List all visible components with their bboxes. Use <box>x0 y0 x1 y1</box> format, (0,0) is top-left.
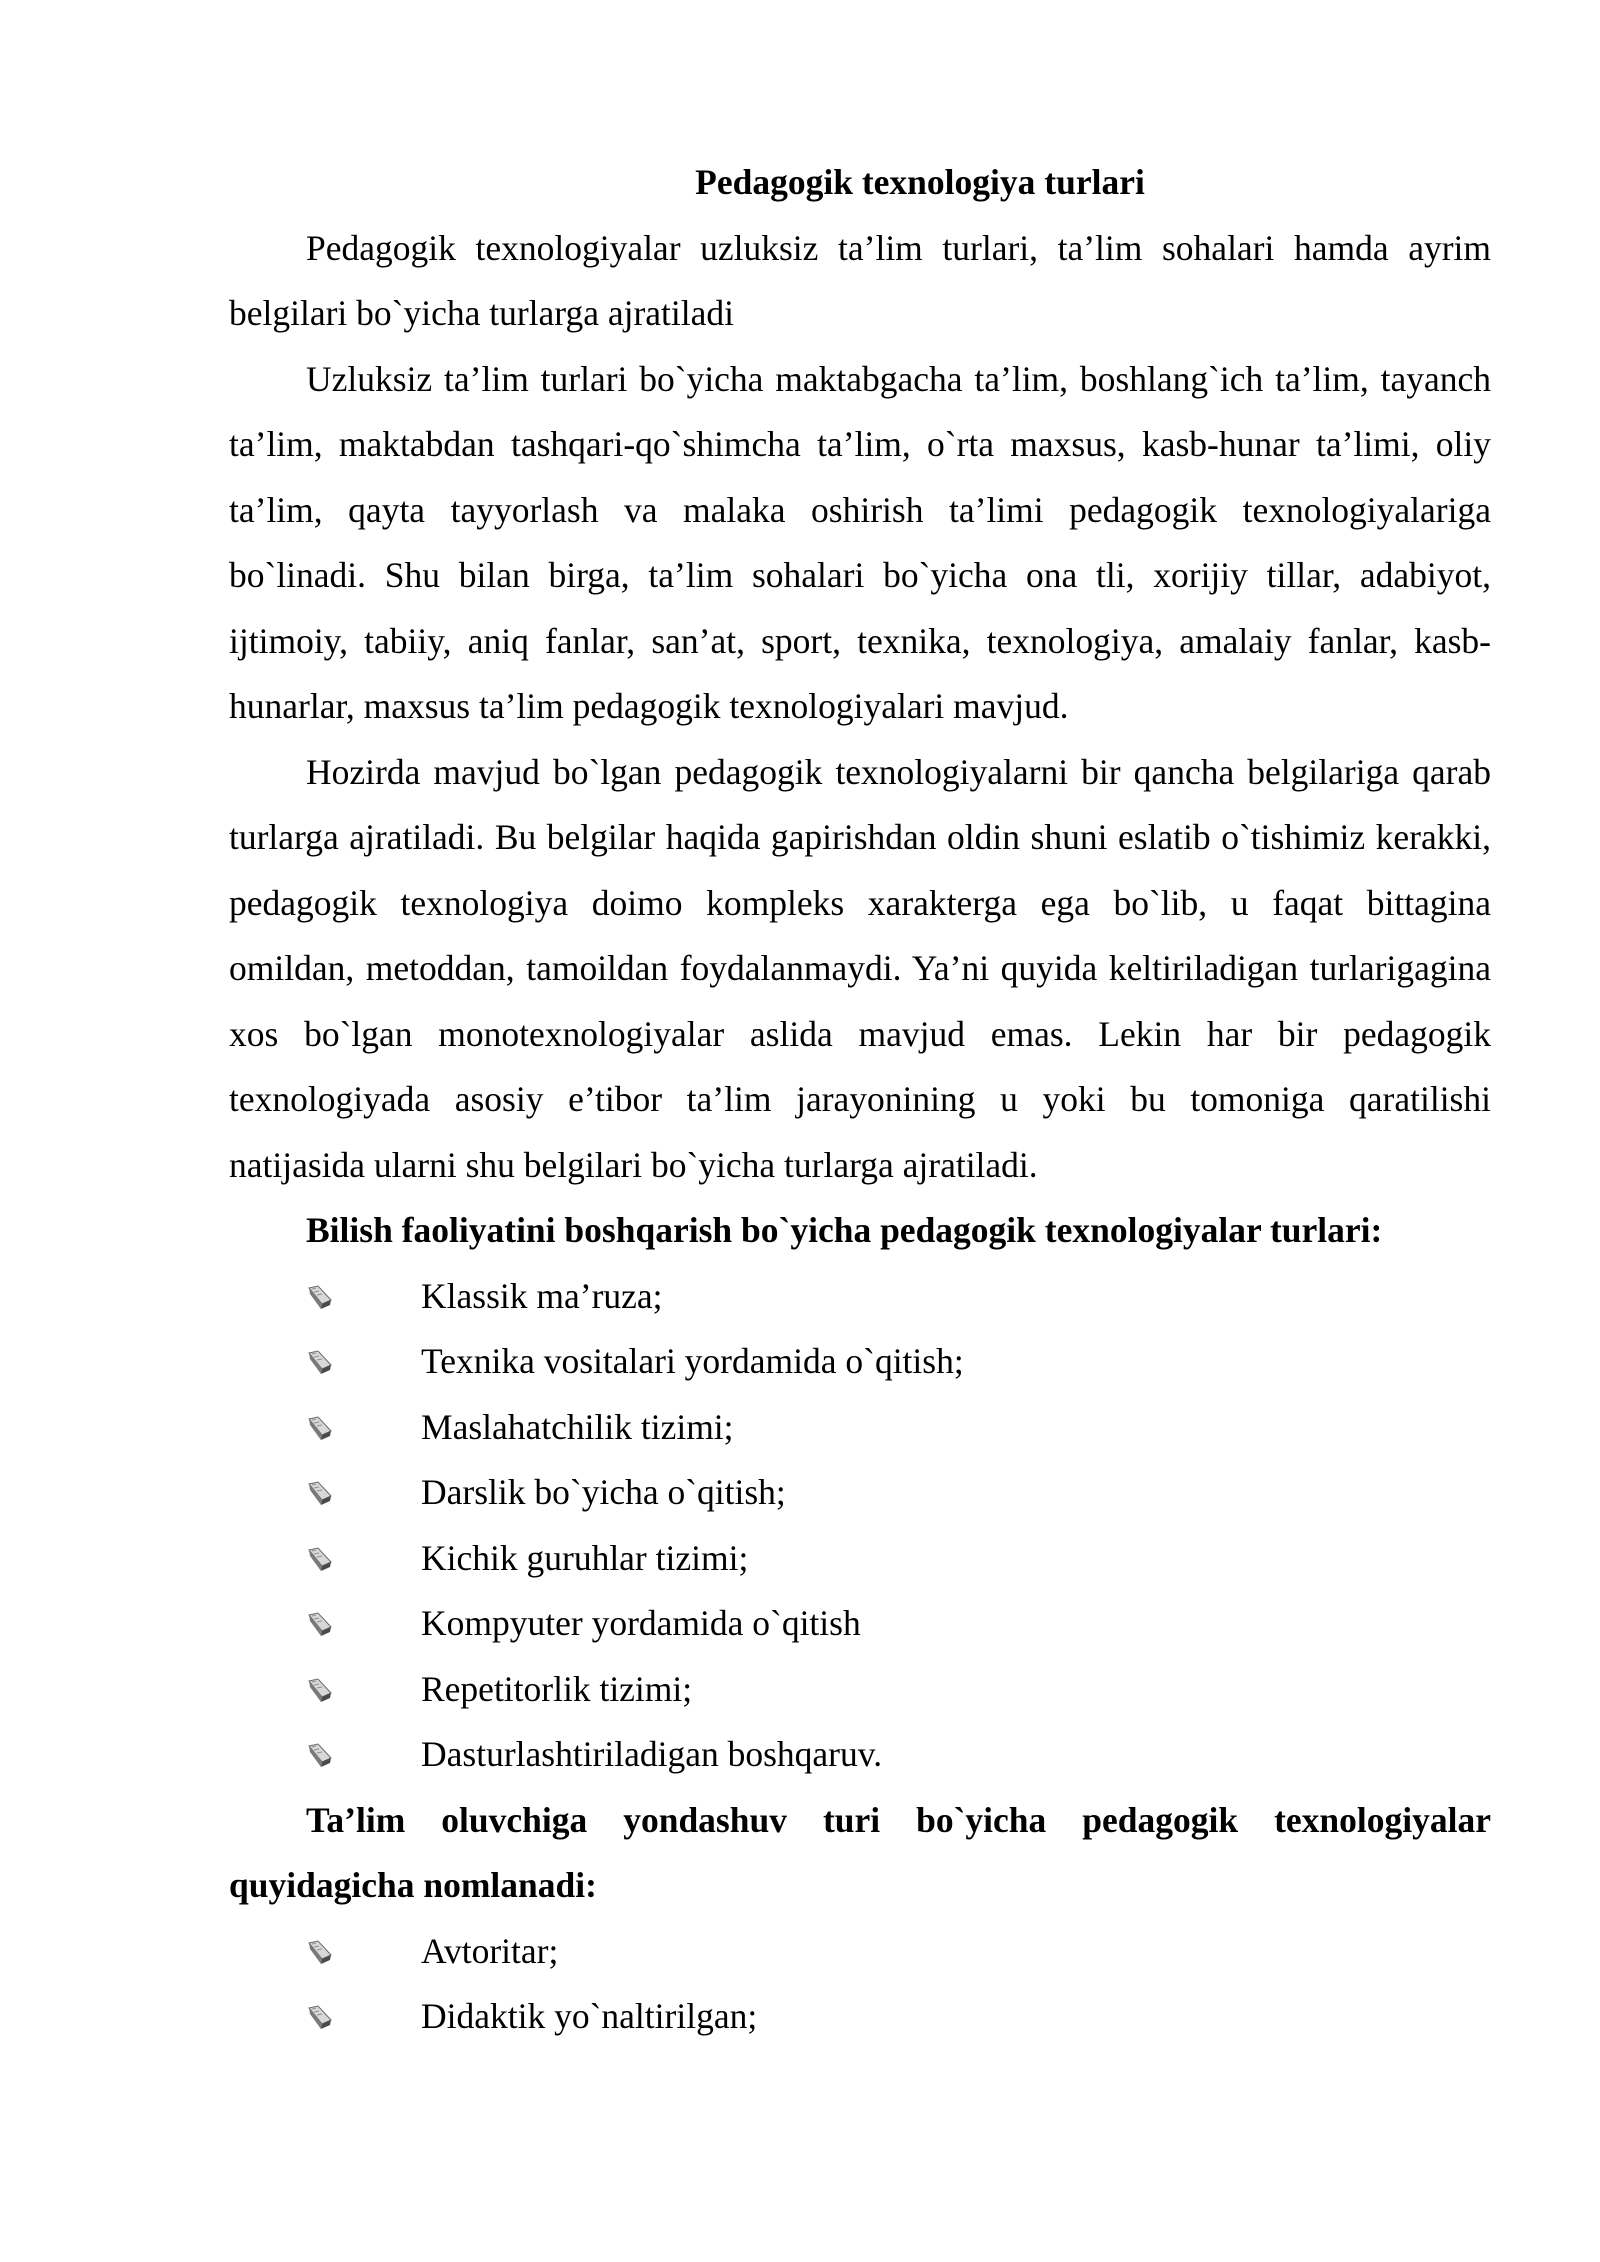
section2-list <box>229 1919 1491 2050</box>
notebook-bullet-icon <box>306 1612 334 1638</box>
list-item-label: Kichik guruhlar tizimi; <box>421 1537 749 1578</box>
document-page <box>229 150 1491 2050</box>
document-title: Pedagogik texnologiya turlari <box>695 162 1145 202</box>
list-item-label: Didaktik yo`naltirilgan; <box>421 1996 758 2036</box>
list-item-label: Texnika vositalari yordamida o`qitish; <box>421 1341 964 1381</box>
list-item-label: Maslahatchilik tizimi; <box>421 1406 734 1447</box>
notebook-bullet-icon <box>306 1350 334 1376</box>
notebook-bullet-icon <box>306 2005 334 2031</box>
section1-heading: Bilish faoliyatini boshqarish bo`yicha pedagogik texnologiyalar turlari: <box>306 1210 1383 1250</box>
paragraph-continuous-education: Uzluksiz ta’lim turlari bo`yicha maktabgacha ta’lim, boshlang`ich ta’lim, tayanch ta’lim, maktabdan tashqari-qo`shimcha ta’lim, o`rta maxsus, kasb-hunar ta’limi, oliy ta’lim, qayta tayyorlash va malaka oshirish ta’limi pedagogik texnologiyalariga bo`linadi. Shu bilan birga, ta’lim sohalari bo`yicha ona tli, xorijiy tillar, adabiyot, ijtimoiy, tabiiy, aniq fanlar, san’at, sport, texnika, texnologiya, amalaiy fanlar, kasb-hunarlar, maxsus ta’lim pedagogik texnologiyalari mavjud. <box>229 358 1491 726</box>
list-item-label: Darslik bo`yicha o`qitish; <box>421 1472 786 1512</box>
notebook-bullet-icon <box>306 1416 334 1442</box>
list-item <box>229 1526 1491 1592</box>
list-item <box>229 1460 1491 1526</box>
list-item <box>229 1919 1491 1985</box>
list-item <box>229 1264 1491 1330</box>
paragraph-features: Hozirda mavjud bo`lgan pedagogik texnologiyalarni bir qancha belgilariga qarab turlarga ajratiladi. Bu belgilar haqida gapirishdan oldin shuni eslatib o`tishimiz kerakki, pedagogik texnologiya doimo kompleks xarakterga ega bo`lib, u faqat bittagina omildan, metoddan, tamoildan foydalanmaydi. Ya’ni quyida keltiriladigan turlarigagina xos bo`lgan monotexnologiyalar aslida mavjud emas. Lekin har bir pedagogik texnologiyada asosiy e’tibor ta’lim jarayonining u yoki bu tomoniga qaratilishi natijasida ularni shu belgilari bo`yicha turlarga ajratiladi. <box>229 751 1491 1185</box>
list-item <box>229 1657 1491 1723</box>
notebook-bullet-icon <box>306 1547 334 1573</box>
list-item-label: Kompyuter yordamida o`qitish <box>421 1603 861 1643</box>
notebook-bullet-icon <box>306 1940 334 1966</box>
paragraph-intro: Pedagogik texnologiyalar uzluksiz ta’lim turlari, ta’lim sohalari hamda ayrim belgilari bo`yicha turlarga ajratiladi <box>229 227 1491 333</box>
notebook-bullet-icon <box>306 1743 334 1769</box>
list-item-label: Klassik ma’ruza; <box>421 1275 663 1316</box>
list-item <box>229 1329 1491 1395</box>
list-item <box>229 1395 1491 1461</box>
list-item-label: Dasturlashtiriladigan boshqaruv. <box>421 1734 883 1774</box>
notebook-bullet-icon <box>306 1285 334 1311</box>
list-item-label: Repetitorlik tizimi; <box>421 1668 693 1709</box>
section1-list <box>229 1264 1491 1788</box>
notebook-bullet-icon <box>306 1481 334 1507</box>
list-item <box>229 1722 1491 1788</box>
list-item <box>229 1984 1491 2050</box>
section2-heading: Ta’lim oluvchiga yondashuv turi bo`yicha pedagogik texnologiyalar quyidagicha nomlanadi: <box>229 1799 1491 1905</box>
list-item-label: Avtoritar; <box>421 1930 559 1971</box>
list-item <box>229 1591 1491 1657</box>
notebook-bullet-icon <box>306 1678 334 1704</box>
